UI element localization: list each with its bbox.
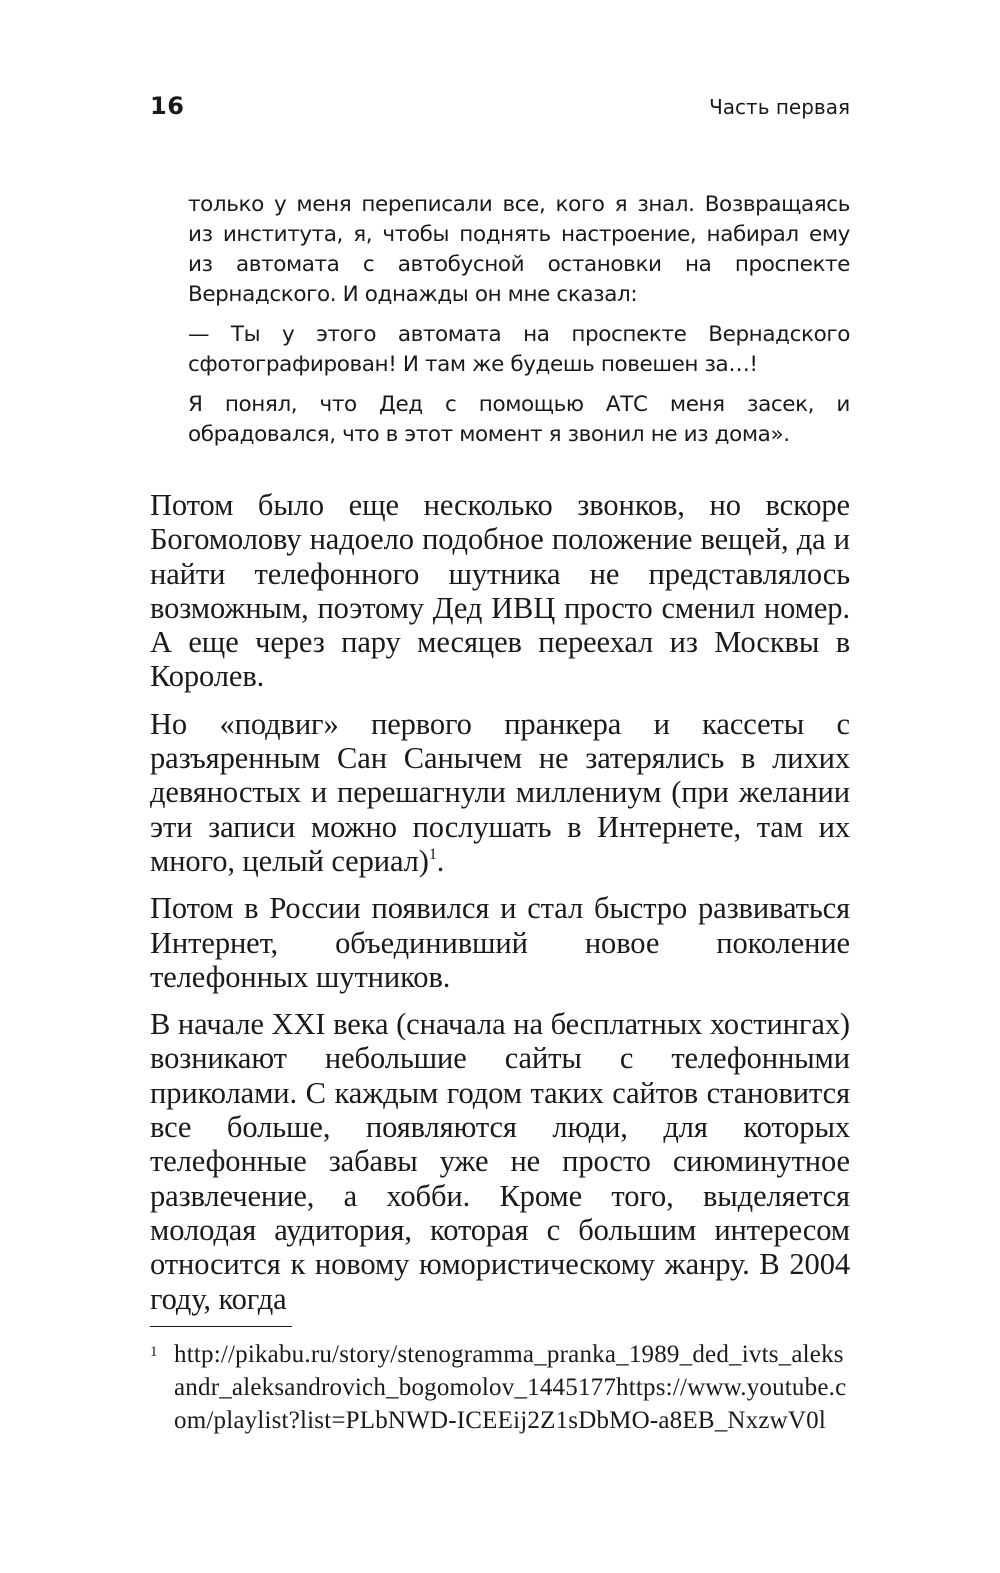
footnote-reference[interactable]: 1 <box>428 845 437 863</box>
section-title: Часть первая <box>709 95 850 119</box>
footnote <box>150 1338 850 1437</box>
body-paragraph <box>150 707 850 878</box>
quote-paragraph: Я понял, что Дед с помощью АТС меня засек, и обрадовался, что в этот момент я звонил не из дома». <box>188 392 850 447</box>
page-number: 16 <box>150 92 185 120</box>
footnote-link[interactable]: http://pikabu.ru/story/stenogramma_pranka_1989_ded_ivts_aleksandr_aleksandrovich_bogomolov_1445177https://www.youtube.com/playlist?list=PLbNWD-ICEEij2Z1sDbMO-a8EB_NxzwV0l <box>174 1341 847 1434</box>
body-paragraph: Потом в России появился и стал быстро развиваться Интернет, объединивший новое поколение телефонных шутников. <box>150 891 850 994</box>
body-text <box>150 488 850 1329</box>
body-paragraph: Потом было еще несколько звонков, но вскоре Богомолову надоело подобное положение вещей, да и найти телефонного шутника не представлялось возможным, поэтому Дед ИВЦ просто сменил номер. А еще через пару месяцев переехал из Москвы в Королев. <box>150 488 850 694</box>
running-head <box>150 92 850 132</box>
body-paragraph: В начале XXI века (сначала на бесплатных хостингах) возникают небольшие сайты с телефонными приколами. С каждым годом таких сайтов становится все больше, появляются люди, для которых телефонные забавы уже не просто сиюминутное развлечение, а хобби. Кроме того, выделяется молодая аудитория, которая с большим интересом относится к новому юмористическому жанру. В 2004 году, когда <box>150 1007 850 1316</box>
body-paragraph-text: Но «подвиг» первого пранкера и кассеты с разъяренным Сан Санычем не затерялись в лихих девяностых и перешагнули миллениум (при желании эти записи можно послушать в Интернете, там их много, целый сериал) <box>150 706 850 878</box>
quote-paragraph: только у меня переписали все, кого я знал. Возвращаясь из института, я, чтобы поднять настроение, набирал ему из автомата с автобусной остановки на проспекте Вернадского. И однажды он мне сказал: <box>188 192 850 307</box>
quote-paragraph: — Ты у этого автомата на проспекте Вернадского сфотографирован! И там же будешь повешен за…! <box>188 322 850 377</box>
footnote-divider <box>150 1326 292 1327</box>
quoted-passage <box>188 190 850 460</box>
body-paragraph-end: . <box>436 843 445 878</box>
footnote-marker: 1 <box>150 1344 158 1360</box>
